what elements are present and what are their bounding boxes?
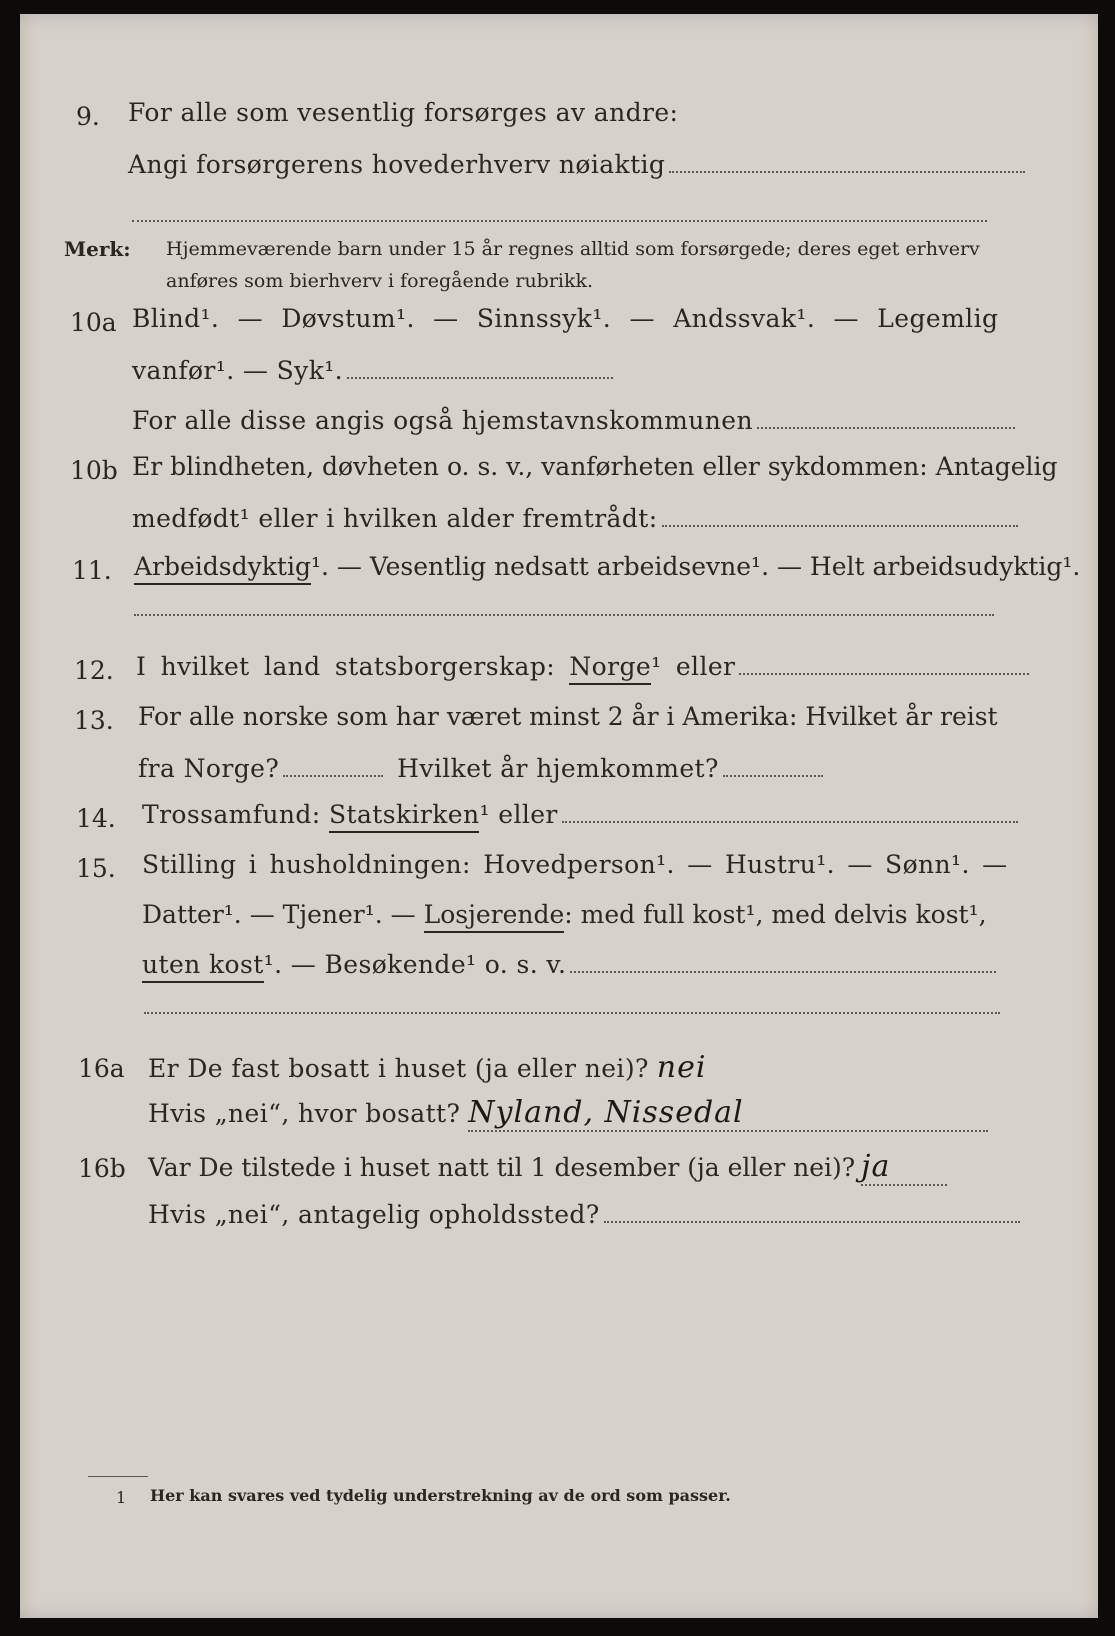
- q14-underlined-statskirken: Statskirken: [329, 800, 480, 833]
- q16a-line1: Er De fast bosatt i huset (ja eller nei)? nei: [148, 1050, 707, 1085]
- footnote-mark: 1: [116, 1488, 127, 1507]
- q16b-number: 16b: [78, 1154, 126, 1183]
- q9-line2: Angi forsørgerens hovederhverv nøiaktig: [128, 150, 1025, 179]
- q11-line: Arbeidsdyktig¹. — Vesentlig nedsatt arbeidsevne¹. — Helt arbeidsudyktig¹.: [134, 552, 1080, 581]
- q15-line2: Datter¹. — Tjener¹. — Losjerende: med full kost¹, med delvis kost¹,: [142, 900, 987, 929]
- footnote-rule: [88, 1476, 148, 1477]
- q15-number: 15.: [76, 854, 116, 883]
- census-form-page: [20, 14, 1098, 1618]
- q11-number: 11.: [72, 556, 112, 585]
- q10a-line2: vanfør¹. — Syk¹.: [132, 356, 613, 385]
- q10a-line3: For alle disse angis også hjemstavnskommunen: [132, 406, 1015, 435]
- q12-line: I hvilket land statsborgerskap: Norge¹ eller: [136, 652, 1029, 681]
- q16b-handwritten-answer: ja: [861, 1150, 947, 1186]
- q10a-number: 10a: [70, 308, 117, 337]
- q16b-line1: Var De tilstede i huset natt til 1 desember (ja eller nei)? ja: [148, 1150, 947, 1186]
- merk-label: Merk:: [64, 237, 131, 261]
- merk-line2: anføres som bierhverv i foregående rubrikk.: [166, 270, 594, 292]
- q14-number: 14.: [76, 804, 116, 833]
- q14-line: Trossamfund: Statskirken¹ eller: [142, 800, 1018, 829]
- q10b-line2: medfødt¹ eller i hvilken alder fremtrådt:: [132, 504, 1018, 533]
- footnote-text: Her kan svares ved tydelig understrekning av de ord som passer.: [150, 1486, 731, 1505]
- q12-number: 12.: [74, 656, 114, 685]
- q15-answer-line: [144, 1012, 1000, 1014]
- q16a-line2: Hvis „nei“, hvor bosatt? Nyland, Nissedal: [148, 1096, 988, 1132]
- q9-line1: For alle som vesentlig forsørges av andre:: [128, 98, 679, 127]
- q10a-line1: Blind¹. — Døvstum¹. — Sinnssyk¹. — Andssvak¹. — Legemlig: [132, 304, 999, 333]
- q9-answer-line: [132, 220, 987, 222]
- q10b-line1: Er blindheten, døvheten o. s. v., vanførheten eller sykdommen: Antagelig: [132, 452, 1058, 481]
- q15-underlined-losjerende: Losjerende: [424, 900, 565, 933]
- q16a-handwritten-residence: Nyland, Nissedal: [468, 1096, 988, 1132]
- merk-line1: Hjemmeværende barn under 15 år regnes alltid som forsørgede; deres eget erhverv: [166, 238, 980, 260]
- q15-line1: Stilling i husholdningen: Hovedperson¹. — Hustru¹. — Sønn¹. —: [142, 850, 1008, 879]
- q16b-line2: Hvis „nei“, antagelig opholdssted?: [148, 1200, 1020, 1229]
- q13-line1: For alle norske som har været minst 2 år i Amerika: Hvilket år reist: [138, 702, 998, 731]
- q15-line3: uten kost¹. — Besøkende¹ o. s. v.: [142, 950, 996, 979]
- q11-answer-line: [134, 614, 994, 616]
- q12-underlined-norge: Norge: [569, 652, 651, 685]
- q13-number: 13.: [74, 706, 114, 735]
- q9-number: 9.: [76, 102, 100, 131]
- q10b-number: 10b: [70, 456, 118, 485]
- q11-underlined-arbeidsdyktig: Arbeidsdyktig: [134, 552, 311, 585]
- q16a-handwritten-answer: nei: [656, 1050, 707, 1085]
- q13-line2: fra Norge? Hvilket år hjemkommet?: [138, 754, 823, 783]
- q16a-number: 16a: [78, 1054, 125, 1083]
- q15-underlined-uten-kost: uten kost: [142, 950, 264, 983]
